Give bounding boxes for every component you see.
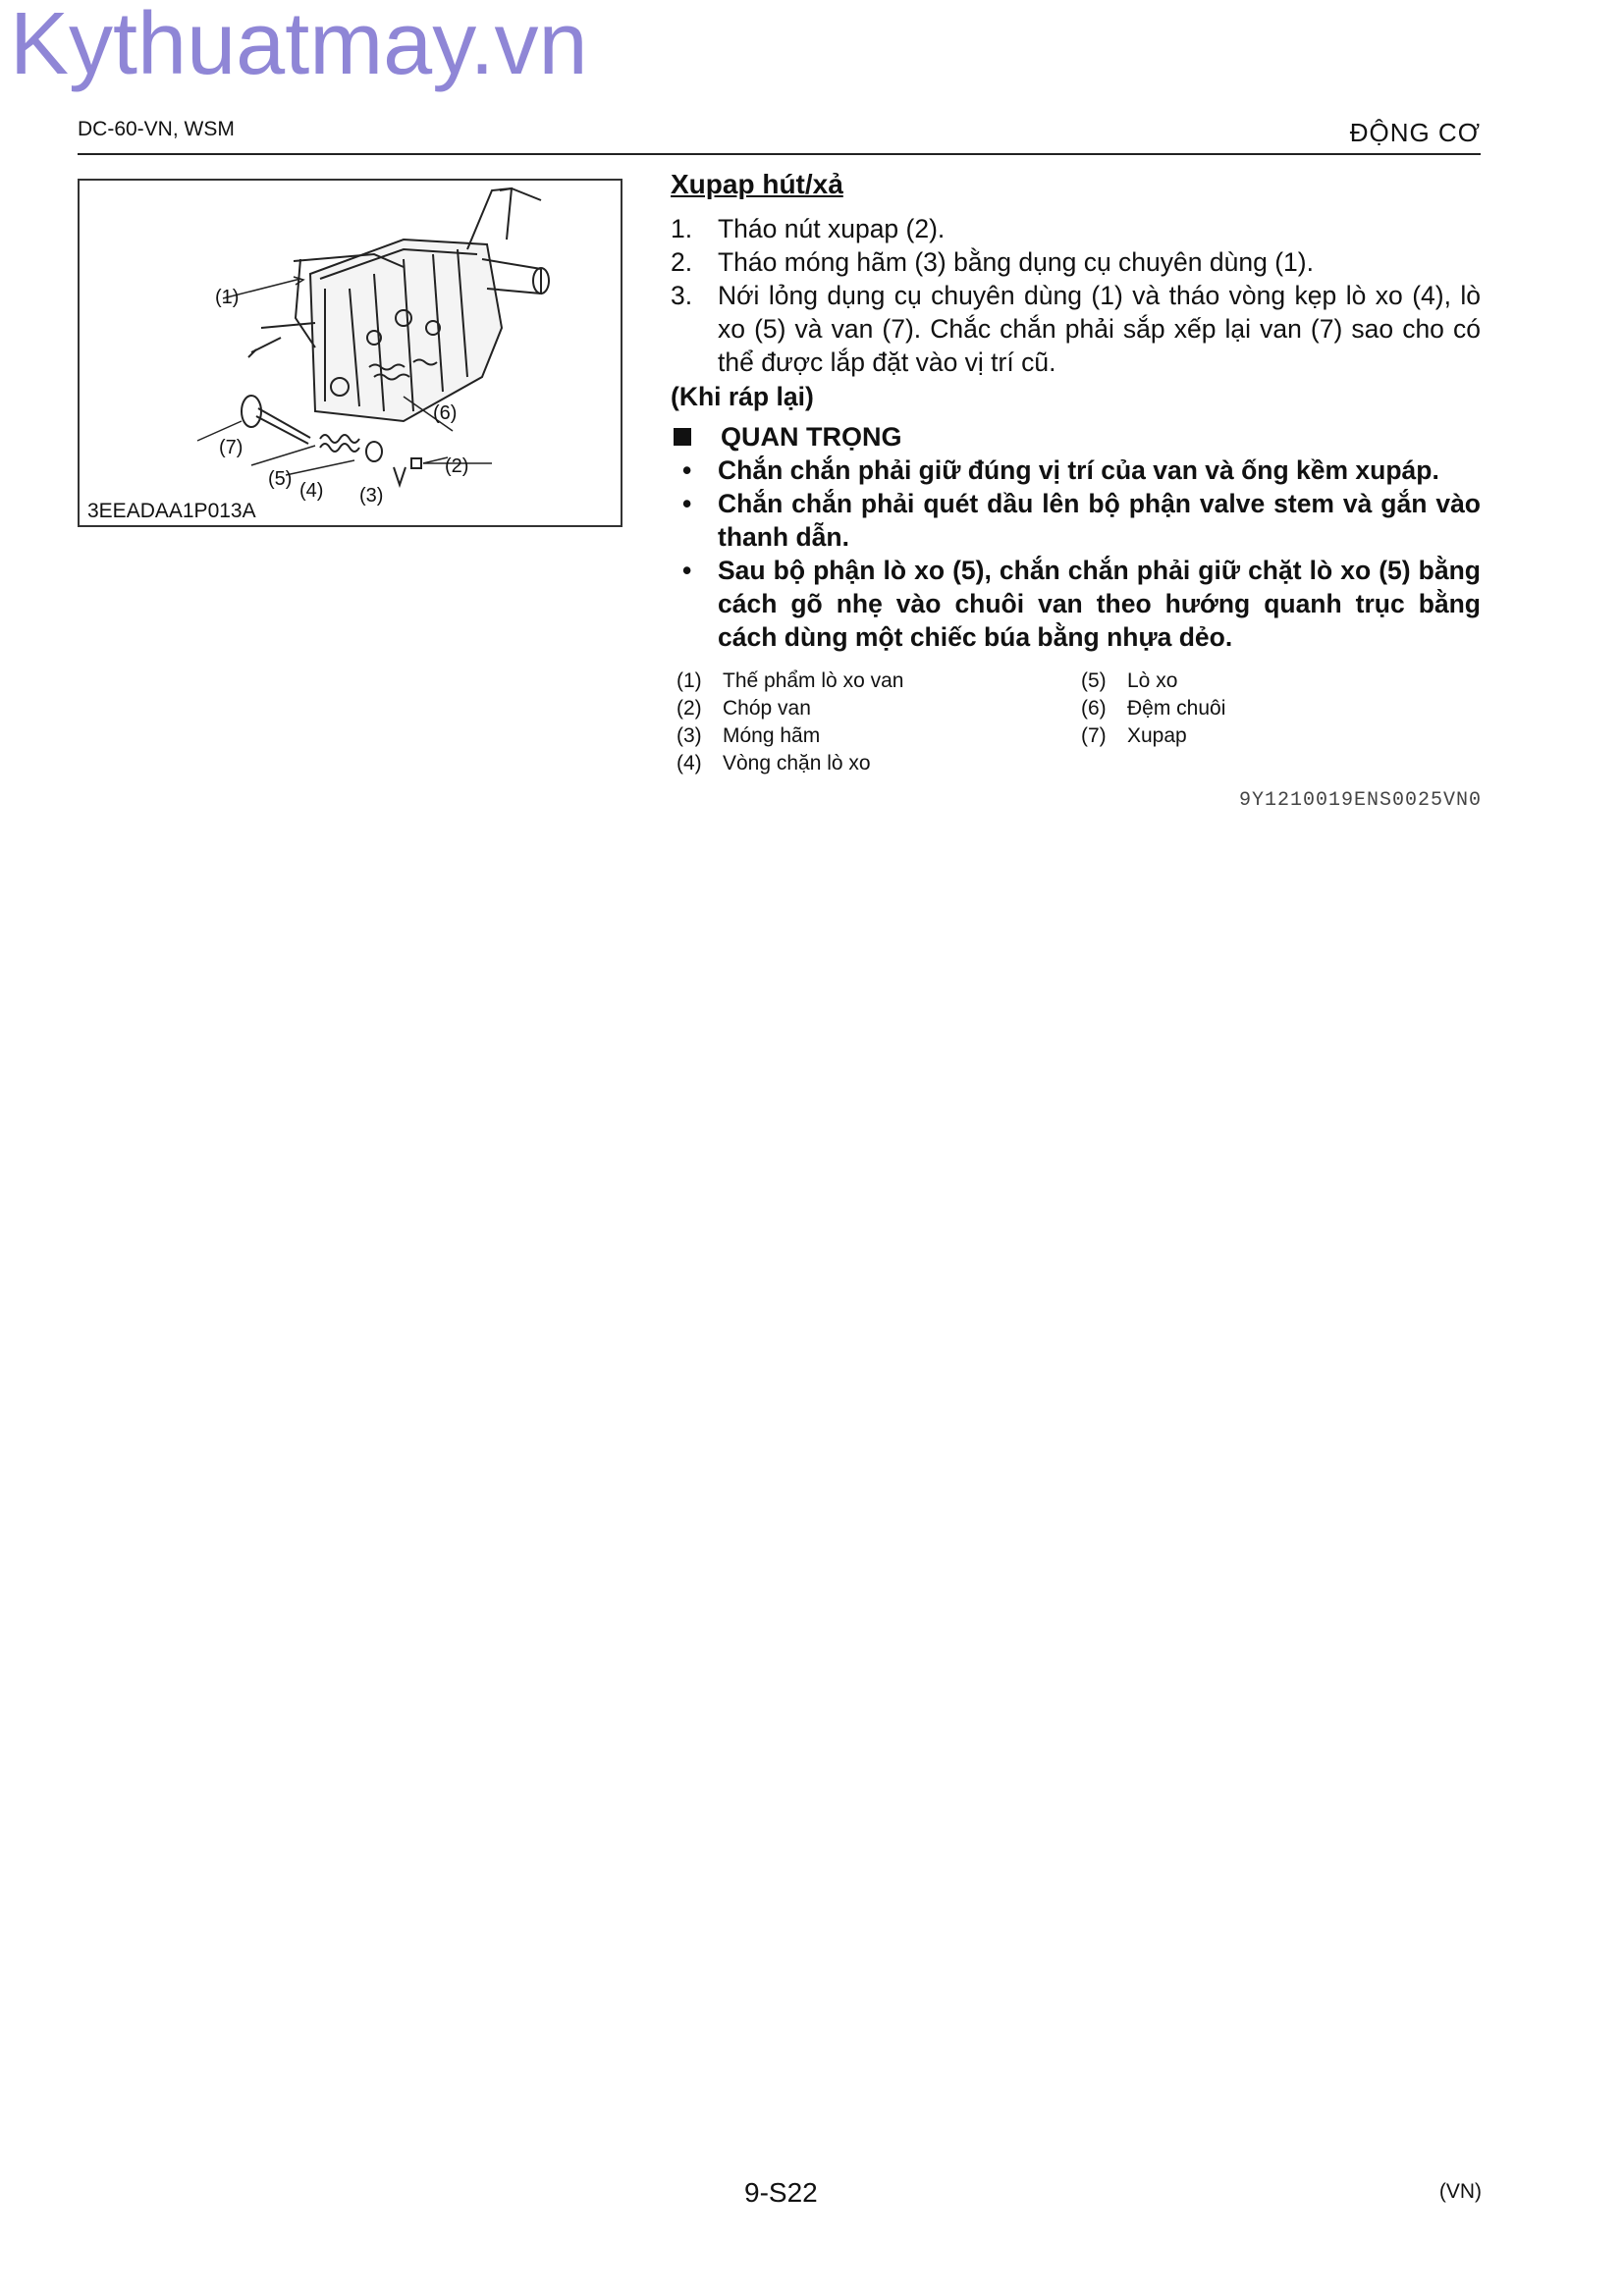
legend-item: (2) Chóp van: [676, 697, 811, 720]
bullet-dot-icon: •: [682, 455, 692, 485]
callout-2: (2): [445, 455, 469, 477]
callout-4: (4): [299, 480, 324, 502]
page-number: 9-S22: [744, 2177, 818, 2208]
callout-7: (7): [219, 437, 243, 458]
figure-valve-disassembly: [78, 179, 622, 527]
callout-6: (6): [433, 402, 458, 424]
legend-column-right: [1081, 667, 1225, 750]
figure-code: 3EEADAA1P013A: [87, 500, 256, 522]
callout-5: (5): [268, 468, 293, 490]
step-item: 2. Tháo móng hãm (3) bằng dụng cụ chuyên dùng (1).: [671, 247, 1314, 277]
header-doc-code: DC-60-VN, WSM: [78, 118, 235, 140]
legend-item: (6) Đệm chuôi: [1081, 697, 1226, 720]
section-content: [671, 169, 1481, 654]
legend-item: (7) Xupap: [1081, 724, 1187, 747]
legend-column-left: [676, 667, 903, 777]
bullet-item: • Sau bộ phận lò xo (5), chắn chắn phải giữ chặt lò xo (5) bằng cách gõ nhẹ vào chuôi van theo hướng quanh trục bằng cách dùng một chiếc búa bằng nhựa dẻo.: [671, 554, 1481, 654]
step-item: 3. Nới lỏng dụng cụ chuyên dùng (1) và tháo vòng kẹp lò xo (4), lò xo (5) và van (7). Chắc chắn phải sắp xếp lại van (7) sao cho có thể được lắp đặt vào vị trí cũ.: [671, 281, 1481, 377]
bullet-dot-icon: •: [682, 489, 692, 518]
legend-item: (4) Vòng chặn lò xo: [676, 752, 871, 774]
valve-illustration: [80, 181, 624, 529]
legend-item: (5) Lò xo: [1081, 669, 1178, 692]
bullet-item: • Chắn chắn phải giữ đúng vị trí của van và ống kềm xupáp.: [671, 454, 1481, 487]
callout-3: (3): [359, 485, 384, 507]
header-chapter: ĐỘNG CƠ: [1349, 118, 1481, 147]
important-label: QUAN TRỌNG: [721, 422, 902, 452]
section-title: Xupap hút/xả: [671, 169, 843, 199]
callout-1: (1): [215, 287, 240, 308]
square-bullet-icon: [674, 428, 691, 446]
bullet-item: • Chắn chắn phải quét dầu lên bộ phận valve stem và gắn vào thanh dẫn.: [671, 487, 1481, 554]
header-rule: [78, 153, 1481, 155]
procedure-steps: [671, 212, 1481, 379]
important-notice: [671, 420, 1481, 454]
bullet-dot-icon: •: [682, 556, 692, 585]
legend-item: (1) Thế phẩm lò xo van: [676, 669, 904, 692]
legend-item: (3) Móng hãm: [676, 724, 821, 747]
watermark-logo: Kythuatmay.vn: [10, 0, 588, 93]
document-id: 9Y1210019ENS0025VN0: [1238, 789, 1482, 812]
important-bullets: [671, 454, 1481, 654]
step-item: 1. Tháo nút xupap (2).: [671, 214, 946, 243]
language-tag: (VN): [1438, 2180, 1482, 2203]
reassembly-heading: (Khi ráp lại): [671, 382, 814, 411]
